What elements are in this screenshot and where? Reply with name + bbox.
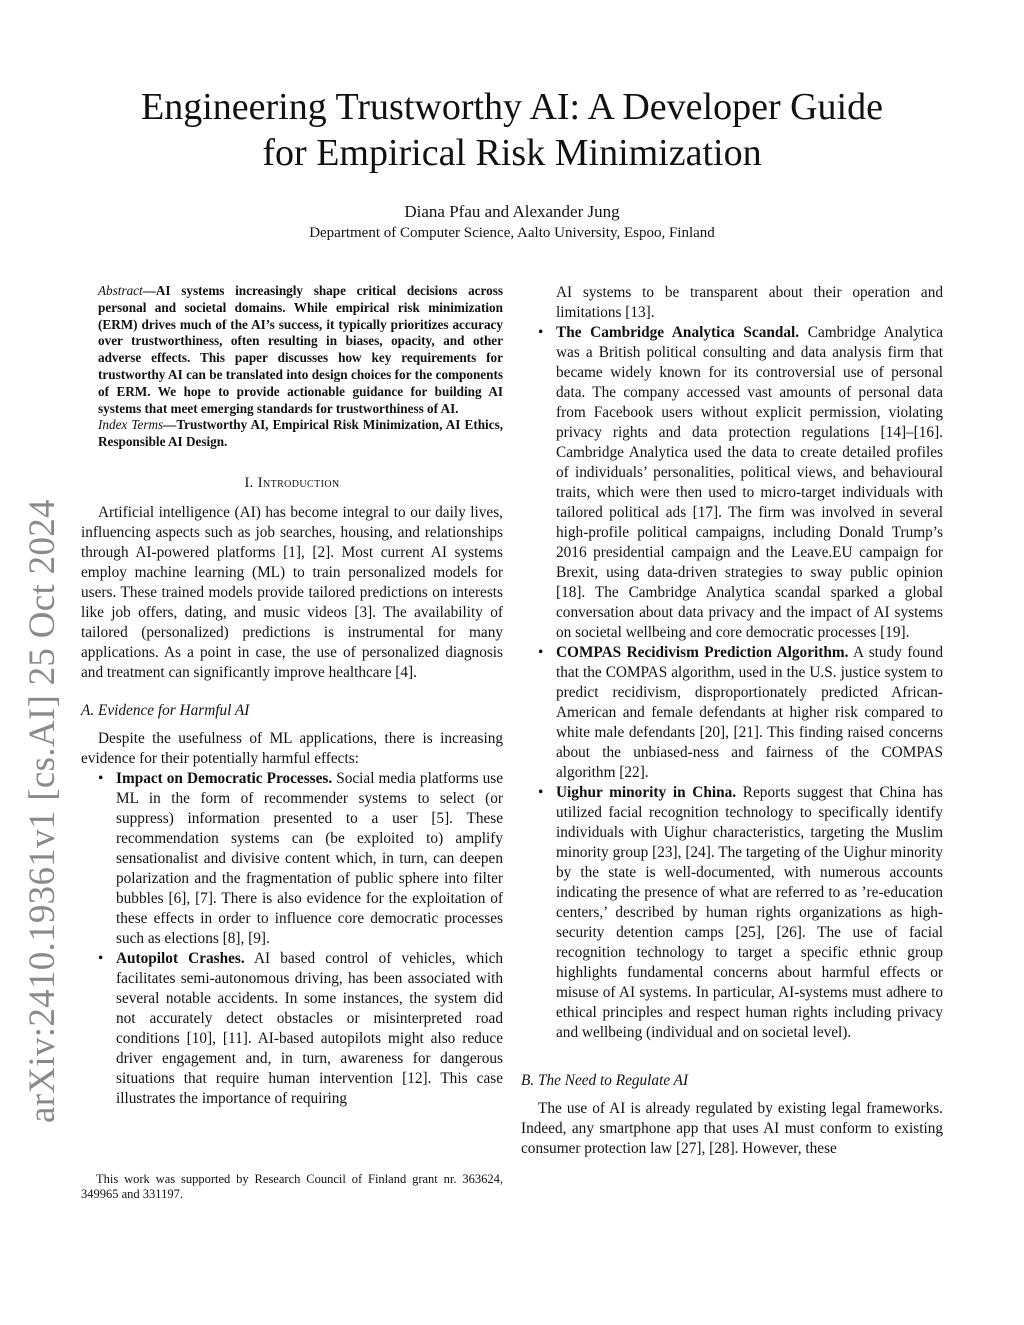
subsection-heading-evidence: A. Evidence for Harmful AI [81,701,250,719]
arxiv-stamp: arXiv:2410.19361v1 [cs.AI] 25 Oct 2024 [22,499,63,1123]
title-line-2: for Empirical Risk Minimization [262,132,762,174]
intro-paragraph: Artificial intelligence (AI) has become integral to our daily lives, influencing aspects such as job searches, housing, and relationships through AI-powered platforms [1], [2]. Most current AI systems employ machine learning (ML) to train personalized models for users. These trained models provide tailored predictions on interests like job offers, dating, and music videos [3]. The availability of tailored (personalized) predictions is instrumental for many applications. As a point in case, the use of personalized diagnosis and treatment can significantly improve healthcare [4]. [81,503,503,681]
list-item [521,323,943,643]
right-column [521,283,943,1159]
bullet-title: COMPAS Recidivism Prediction Algorithm. [556,644,849,661]
bullet-title: Autopilot Crashes. [116,949,245,967]
index-terms-text: —Trustworthy AI, Empirical Risk Minimization, AI Ethics, Responsible AI Design. [98,417,503,450]
authors: Diana Pfau and Alexander Jung [404,202,620,221]
index-terms-label: Index Terms [98,417,164,433]
bullet-title: Impact on Democratic Processes. [116,769,333,787]
abstract-text: —AI systems increasingly shape critical decisions across personal and societal domains. While empirical risk minimization (ERM) drives much of the AI’s success, it typically prioritizes accuracy over trustworthiness, often resulting in biases, opacity, and other adverse effects. This paper discusses how key requirements for trustworthy AI can be translated into design choices for the components of ERM. We hope to provide actionable guidance for building AI systems that meet emerging standards for trustworthiness of AI. [98,283,503,416]
subsection-heading-regulate: B. The Need to Regulate AI [521,1072,689,1089]
affiliation: Department of Computer Science, Aalto University, Espoo, Finland [309,225,715,241]
list-item [81,769,503,949]
bullet-marker: • [538,324,544,341]
abstract [81,283,503,451]
paper-title [60,84,964,176]
title-line-1: Engineering Trustworthy AI: A Developer Guide [141,86,883,128]
footnote [81,1172,503,1202]
evidence-paragraph: Despite the usefulness of ML applications, there is increasing evidence for their potentially harmful effects: [81,729,503,767]
regulate-paragraph: The use of AI is already regulated by existing legal frameworks. Indeed, any smartphone app that uses AI must conform to existing consumer protection law [27], [28]. However, these [521,1100,943,1157]
bullet-title: The Cambridge Analytica Scandal. [556,324,800,341]
footnote-text: This work was supported by Research Council of Finland grant nr. 363624, 349965 and 331197. [81,1172,503,1201]
bullet-marker: • [98,769,104,787]
bullet-list-right [521,323,943,1043]
bullet-marker: • [538,644,544,661]
bullet-text: Social media platforms use ML in the form of recommender systems to select (or suppress) information presented to a user [5]. These recommendation systems can (be exploited to) amplify sensationalist and divisive content which, in turn, can deepen polarization and the fragmentation of public sphere into filter bubbles [6], [7]. There is also evidence for the exploitation of these effects in order to influence core democratic processes such as elections [8], [9]. [116,769,503,947]
bullet-text: Reports suggest that China has utilized facial recognition technology to specifically identify individuals with Uighur characteristics, targeting the Muslim minority group [23], [24]. The targeting of the Uighur minority by the state is well-documented, with numerous accounts indicating the presence of what are referred to as ’re-education centers,’ described by human rights organizations as high-security detention camps [25], [26]. The use of facial recognition technology to target a specific ethnic group highlights fundamental concerns about harmful effects or misuse of AI systems. In particular, AI-systems must adhere to ethical principles and respect human rights including privacy and wellbeing (individual and on societal level). [556,784,944,1041]
continuation-text: AI systems to be transparent about their operation and limitations [13]. [556,284,943,321]
left-column [81,283,503,1109]
section-heading-introduction: I. Introduction [244,474,340,491]
bullet-marker: • [98,949,104,967]
bullet-marker: • [538,784,544,801]
abstract-label: Abstract [98,283,143,298]
list-item [521,643,943,783]
bullet-text: Cambridge Analytica was a British political consulting and data analysis firm that became widely known for its controversial use of personal data. The company accessed vast amounts of personal data from Facebook users without explicit permission, violating privacy rights and data protection regulations [14]–[16]. Cambridge Analytica used the data to create detailed profiles of individuals’ personalities, political views, and behavioural traits, which were then used to micro-target individuals with tailored political ads [17]. The firm was involved in several high-profile political campaigns, including Donald Trump’s 2016 presidential campaign and the Leave.EU campaign for Brexit, using data-driven strategies to sway public opinion [18]. The Cambridge Analytica scandal sparked a global conversation about data privacy and the impact of AI systems on societal wellbeing and core democratic processes [19]. [556,324,943,641]
bullet-text: A study found that the COMPAS algorithm, used in the U.S. justice system to predict recidivism, disproportionately predicted African-American and female defendants at higher risk compared to white male defendants [20], [21]. This finding raised concerns about the unbiased-ness and fairness of the COMPAS algorithm [22]. [556,644,944,781]
list-item [81,949,503,1109]
bullet-list-left [81,769,503,1109]
list-item [521,783,943,1043]
bullet-title: Uighur minority in China. [556,784,737,801]
bullet-text: AI based control of vehicles, which facilitates semi-autonomous driving, has been associated with several notable accidents. In some instances, the system did not accurately detect obstacles or misinterpreted road conditions [10], [11]. AI-based autopilots might also reduce driver engagement and, in turn, awareness for dangerous situations that require human intervention [12]. This case illustrates the importance of requiring [116,949,504,1107]
